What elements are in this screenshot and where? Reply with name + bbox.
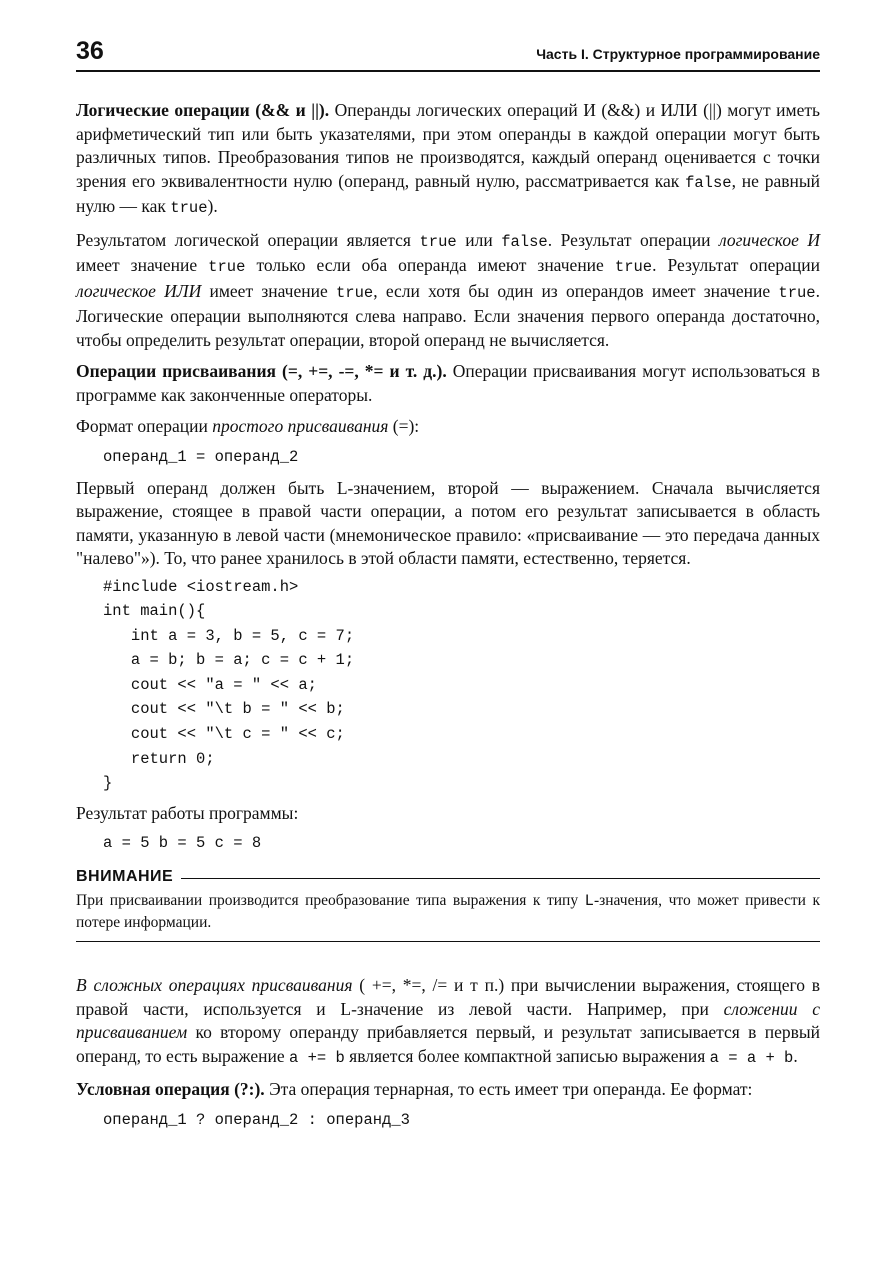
inline-code: a = a + b	[709, 1048, 794, 1067]
paragraph-simple-assignment: Формат операции простого присваивания (=):	[76, 416, 420, 436]
paragraph-logical-result: Результатом логической операции является true или false. Результат операции логическое И имеет значение true только если оба операнда имеют значение true. Результат операции логическое ИЛИ имеет значение true, если хотя бы один из операндов имеет значение true. Логические операции выполняются слева направо. Если значения первого операнда достаточно, чтобы определить результат операции, второй операнд не вычисляется.	[76, 229, 820, 350]
inline-code: true	[778, 283, 816, 302]
term-simple-assignment: простого присваивания	[212, 416, 389, 436]
paragraph-logical-operations: Логические операции (&& и ||). Операнды логических операций И (&&) и ИЛИ (||) могут иметь арифметический тип или быть указателями, при этом операнды в каждой операции могут быть различных типов. Преобразования типов не производятся, каждый операнд оценивается с точки зрения его эквивалентности нулю (операнд, равный нулю, рассматривается как false, не равный нулю — как true).	[76, 100, 821, 217]
page-body	[76, 99, 820, 1140]
term-logical-operations: Логические операции (&& и ||).	[76, 100, 330, 120]
inline-code: true	[419, 232, 457, 251]
inline-code: true	[335, 283, 374, 302]
paragraph-compound-assignment: В сложных операциях присваивания ( +=, *=, /= и т п.) при вычислении выражения, стоящего в правой части, используется и L-значение из левой части. Например, при сложении с присваиванием ко второму операнду прибавляется первый, и результат записывается в первый операнд, то есть выражение a += b является более компактной записью выражения a = a + b.	[76, 975, 821, 1067]
result-label: Результат работы программы:	[76, 802, 299, 823]
term-conditional-operation: Условная операция (?:).	[76, 1079, 265, 1100]
notice-box	[76, 867, 820, 942]
code-assignment-format: операнд_1 = операнд_2	[103, 447, 299, 466]
notice-top-rule	[181, 878, 820, 879]
notice-text: При присваивании производится преобразование типа выражения к типу L-значения, что может привести к потере информации.	[76, 892, 820, 932]
notice-bottom-rule	[76, 941, 820, 942]
code-example-program: #include <iostream.h> int main(){ int a = 3, b = 5, c = 7; a = b; b = a; c = c + 1; cout << "a = " << a; cout << "\t b = " << b; cout << "\t c = " << c; return 0; }	[103, 577, 355, 793]
running-head: Часть I. Структурное программирование	[536, 46, 820, 62]
inline-code: false	[685, 173, 732, 192]
inline-code: true	[208, 258, 246, 276]
page-header	[76, 36, 820, 72]
term-compound-assignment: В сложных операциях присваивания	[76, 975, 353, 996]
term-logical-or: логическое ИЛИ	[76, 280, 202, 301]
code-program-output: a = 5 b = 5 c = 8	[103, 834, 262, 853]
paragraph-conditional-operation: Условная операция (?:). Эта операция тернарная, то есть имеет три операнда. Ее формат:	[76, 1079, 753, 1100]
term-logical-and: логическое И	[718, 229, 820, 250]
inline-code: false	[501, 232, 548, 251]
term-assignment-operations: Операции присваивания (=, +=, -=, *= и т. д.).	[76, 361, 447, 381]
page-number: 36	[76, 37, 104, 65]
inline-code: L	[584, 892, 594, 911]
paragraph-assignment-operations: Операции присваивания (=, +=, -=, *= и т. д.). Операции присваивания могут использоваться в программе как законченные операторы.	[76, 361, 820, 405]
term-add-assign: сложении с присваиванием	[76, 998, 820, 1043]
inline-code: a += b	[288, 1048, 345, 1067]
paragraph-lvalue: Первый операнд должен быть L-значением, второй — выражением. Сначала вычисляется выражение, стоящее в правой части операции, а потом его результат записывается в область памяти, указанную в левой части (мнемоническое правило: «присваивание — это передача данных "налево"»). То, что ранее хранилось в этой области памяти, естественно, теряется.	[76, 477, 820, 568]
inline-code: true	[614, 258, 653, 276]
notice-title: ВНИМАНИЕ	[76, 868, 174, 886]
code-ternary-format: операнд_1 ? операнд_2 : операнд_3	[103, 1110, 410, 1129]
inline-code: true	[170, 199, 208, 217]
